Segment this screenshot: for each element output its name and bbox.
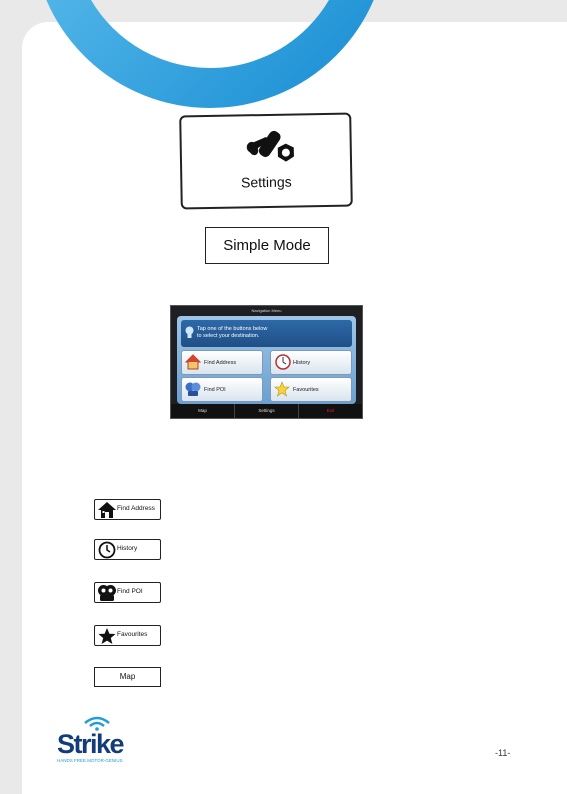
clock-icon — [275, 354, 291, 370]
favourites-button[interactable] — [94, 625, 161, 646]
map-button[interactable]: Map — [94, 667, 161, 687]
strike-logo — [57, 715, 147, 765]
nav-info-line1: Tap one of the buttons below — [197, 326, 268, 332]
lightbulb-icon — [185, 326, 194, 339]
nav-exit-button[interactable]: Exit — [326, 408, 335, 413]
navigation-menu-screenshot — [170, 305, 363, 419]
find-poi-label: Find POI — [117, 588, 143, 595]
nav-bottom-bar — [171, 404, 362, 418]
find-poi-button[interactable] — [94, 582, 161, 603]
house-icon — [97, 501, 117, 519]
wrench-nut-icon — [241, 125, 302, 171]
logo-tagline: HANDS FREE MOTOR-GENIUS — [57, 758, 123, 763]
nav-favourites-label: Favourites — [293, 387, 319, 393]
find-address-label: Find Address — [117, 505, 155, 512]
decorative-ring — [30, 0, 390, 110]
nav-menu-panel — [177, 316, 356, 404]
history-button[interactable] — [94, 539, 161, 560]
clock-icon — [97, 541, 117, 559]
nav-info-line2: to select your destination. — [197, 333, 260, 339]
star-icon — [274, 381, 290, 397]
find-address-button[interactable] — [94, 499, 161, 520]
nav-favourites-button[interactable] — [270, 377, 352, 402]
nav-info-box — [181, 320, 352, 347]
nav-find-address-button[interactable] — [181, 350, 263, 375]
star-icon — [97, 627, 117, 645]
nav-history-label: History — [293, 360, 311, 366]
favourites-label: Favourites — [117, 631, 148, 638]
page-number: -11- — [495, 748, 511, 758]
nav-find-address-label: Find Address — [204, 360, 237, 366]
history-label: History — [117, 545, 138, 552]
poi-icon — [97, 584, 117, 602]
poi-icon — [185, 381, 201, 397]
nav-map-button[interactable]: Map — [171, 404, 235, 418]
settings-label: Settings — [240, 173, 292, 191]
nav-menu-title: Navigation Menu — [251, 308, 282, 313]
nav-settings-button[interactable]: Settings — [235, 404, 299, 418]
nav-find-poi-button[interactable] — [181, 377, 263, 402]
simple-mode-button[interactable]: Simple Mode — [205, 227, 329, 264]
logo-wordmark: Strike — [57, 729, 124, 759]
nav-history-button[interactable] — [270, 350, 352, 375]
nav-find-poi-label: Find POI — [204, 387, 226, 393]
house-icon — [185, 354, 201, 370]
settings-button[interactable] — [179, 113, 353, 210]
